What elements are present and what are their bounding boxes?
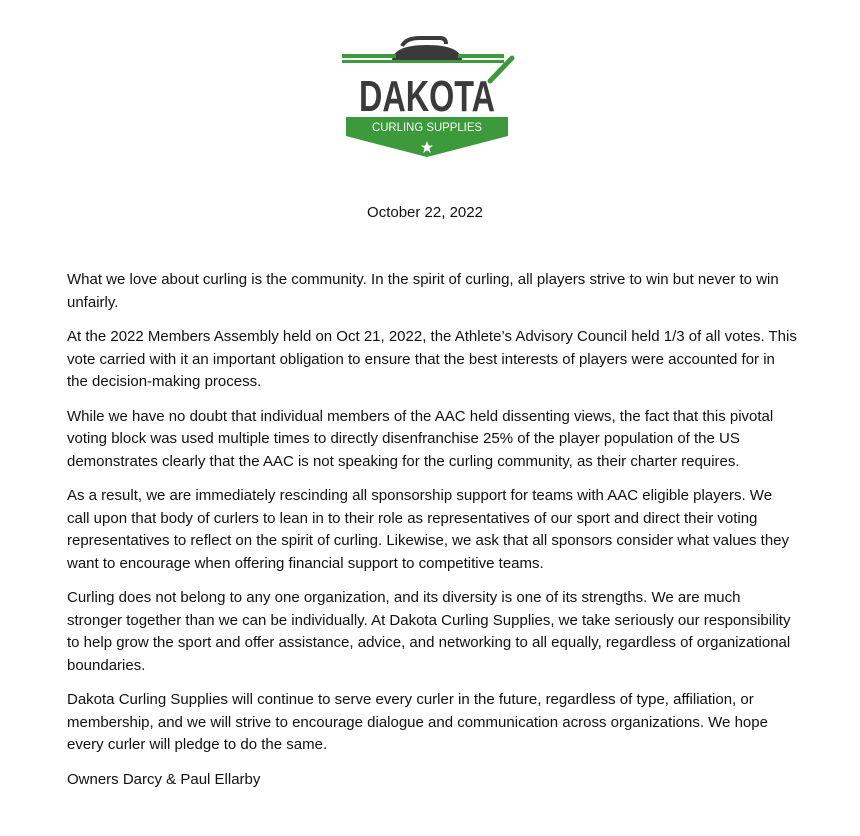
signature: Owners Darcy & Paul Ellarby — [67, 770, 261, 788]
letter-body — [67, 269, 797, 803]
logo-stripe-left — [342, 54, 396, 58]
logo-graphic — [340, 36, 514, 158]
dakota-curling-supplies-logo — [340, 36, 514, 158]
paragraph-1: What we love about curling is the community. In the spirit of curling, all players strive to win but never to win unfairly. — [67, 271, 779, 311]
logo-brand-name: DAKOTA — [359, 72, 495, 121]
paragraph-6: Dakota Curling Supplies will continue to serve every curler in the future, regardless of type, affiliation, or membership, and we will strive to encourage dialogue and communication across organizations. We hope every curler will pledge to do the same. — [67, 691, 768, 753]
paragraph-5: Curling does not belong to any one organization, and its diversity is one of its strengths. We are much stronger together than we can be individually. At Dakota Curling Supplies, we take seriously our responsibility to help grow the sport and offer assistance, advice, and networking to all equally, regardless of organizational boundaries. — [67, 589, 791, 674]
curling-stone-handle-icon — [402, 38, 446, 46]
logo-stripe-right — [458, 54, 504, 58]
paragraph-3: While we have no doubt that individual members of the AAC held dissenting views, the fact that this pivotal voting block was used multiple times to directly disenfranchise 25% of the player population of the US demonstrates clearly that the AAC is not speaking for the curling community, as their charter requires. — [67, 407, 774, 470]
logo-tagline: CURLING SUPPLIES — [372, 120, 482, 134]
curling-stone-icon — [392, 45, 462, 60]
letter-date: October 22, 2022 — [367, 204, 483, 221]
paragraph-2: At the 2022 Members Assembly held on Oct 21, 2022, the Athlete’s Advisory Council held 1/3 of all votes. This vote carried with it an important obligation to ensure that the best interests of players were accounted for in the decision-making process. — [67, 328, 797, 390]
logo-stripe-full — [342, 60, 504, 63]
paragraph-4: As a result, we are immediately rescinding all sponsorship support for teams with AAC eligible players. We call upon that body of curlers to lean in to their role as representatives of our sport and direct their voting representatives to reflect on the spirit of curling. Likewise, we ask that all sponsors consider what values they want to encourage when offering financial support to competitive teams. — [67, 487, 790, 572]
